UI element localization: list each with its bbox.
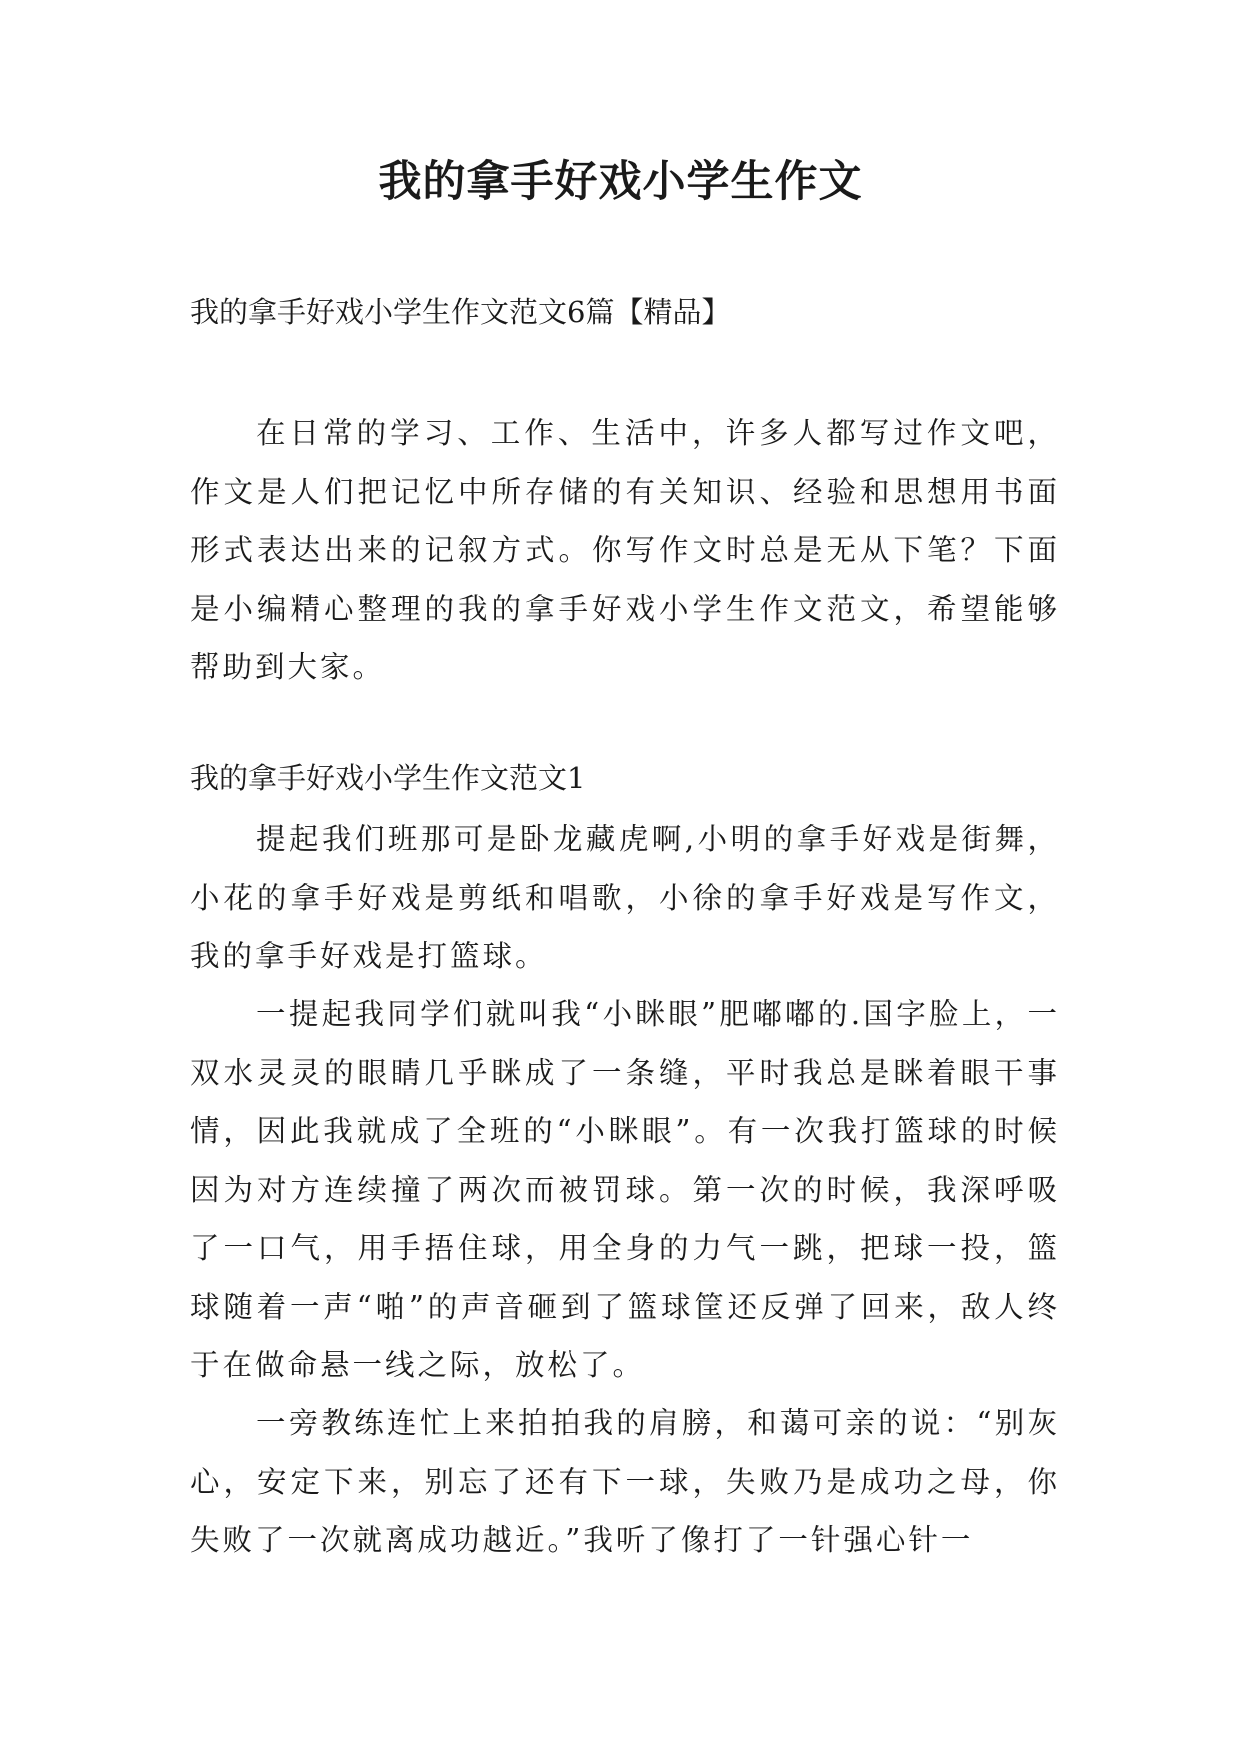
body-paragraph: 一提起我同学们就叫我“小眯眼”肥嘟嘟的.国字脸上，一双水灵灵的眼睛几乎眯成了一条缝，平时我总是眯着眼干事情，因此我就成了全班的“小眯眼”。有一次我打篮球的时候因为对方连续撞了两次而被罚球。第一次的时候，我深呼吸了一口气，用手捂住球，用全身的力气一跳，把球一投，篮球随着一声“啪”的声音砸到了篮球筐还反弹了回来，敌人终于在做命悬一线之际，放松了。 xyxy=(190,997,1060,1382)
document-title: 我的拿手好戏小学生作文 xyxy=(378,157,863,207)
body-paragraph: 一旁教练连忙上来拍拍我的肩膀，和蔼可亲的说：“别灰心，安定下来，别忘了还有下一球，失败乃是成功之母，你失败了一次就离成功越近。”我听了像打了一针强心针一 xyxy=(190,1406,1060,1557)
document-subtitle: 我的拿手好戏小学生作文范文6篇【精品】 xyxy=(190,295,731,329)
section-heading: 我的拿手好戏小学生作文范文1 xyxy=(190,761,586,795)
intro-paragraph: 在日常的学习、工作、生活中，许多人都写过作文吧，作文是人们把记忆中所存储的有关知识、经验和思想用书面形式表达出来的记叙方式。你写作文时总是无从下笔？下面是小编精心整理的我的拿手好戏小学生作文范文，希望能够帮助到大家。 xyxy=(190,416,1060,684)
body-paragraph: 提起我们班那可是卧龙藏虎啊,小明的拿手好戏是街舞，小花的拿手好戏是剪纸和唱歌，小徐的拿手好戏是写作文，我的拿手好戏是打篮球。 xyxy=(190,822,1060,973)
